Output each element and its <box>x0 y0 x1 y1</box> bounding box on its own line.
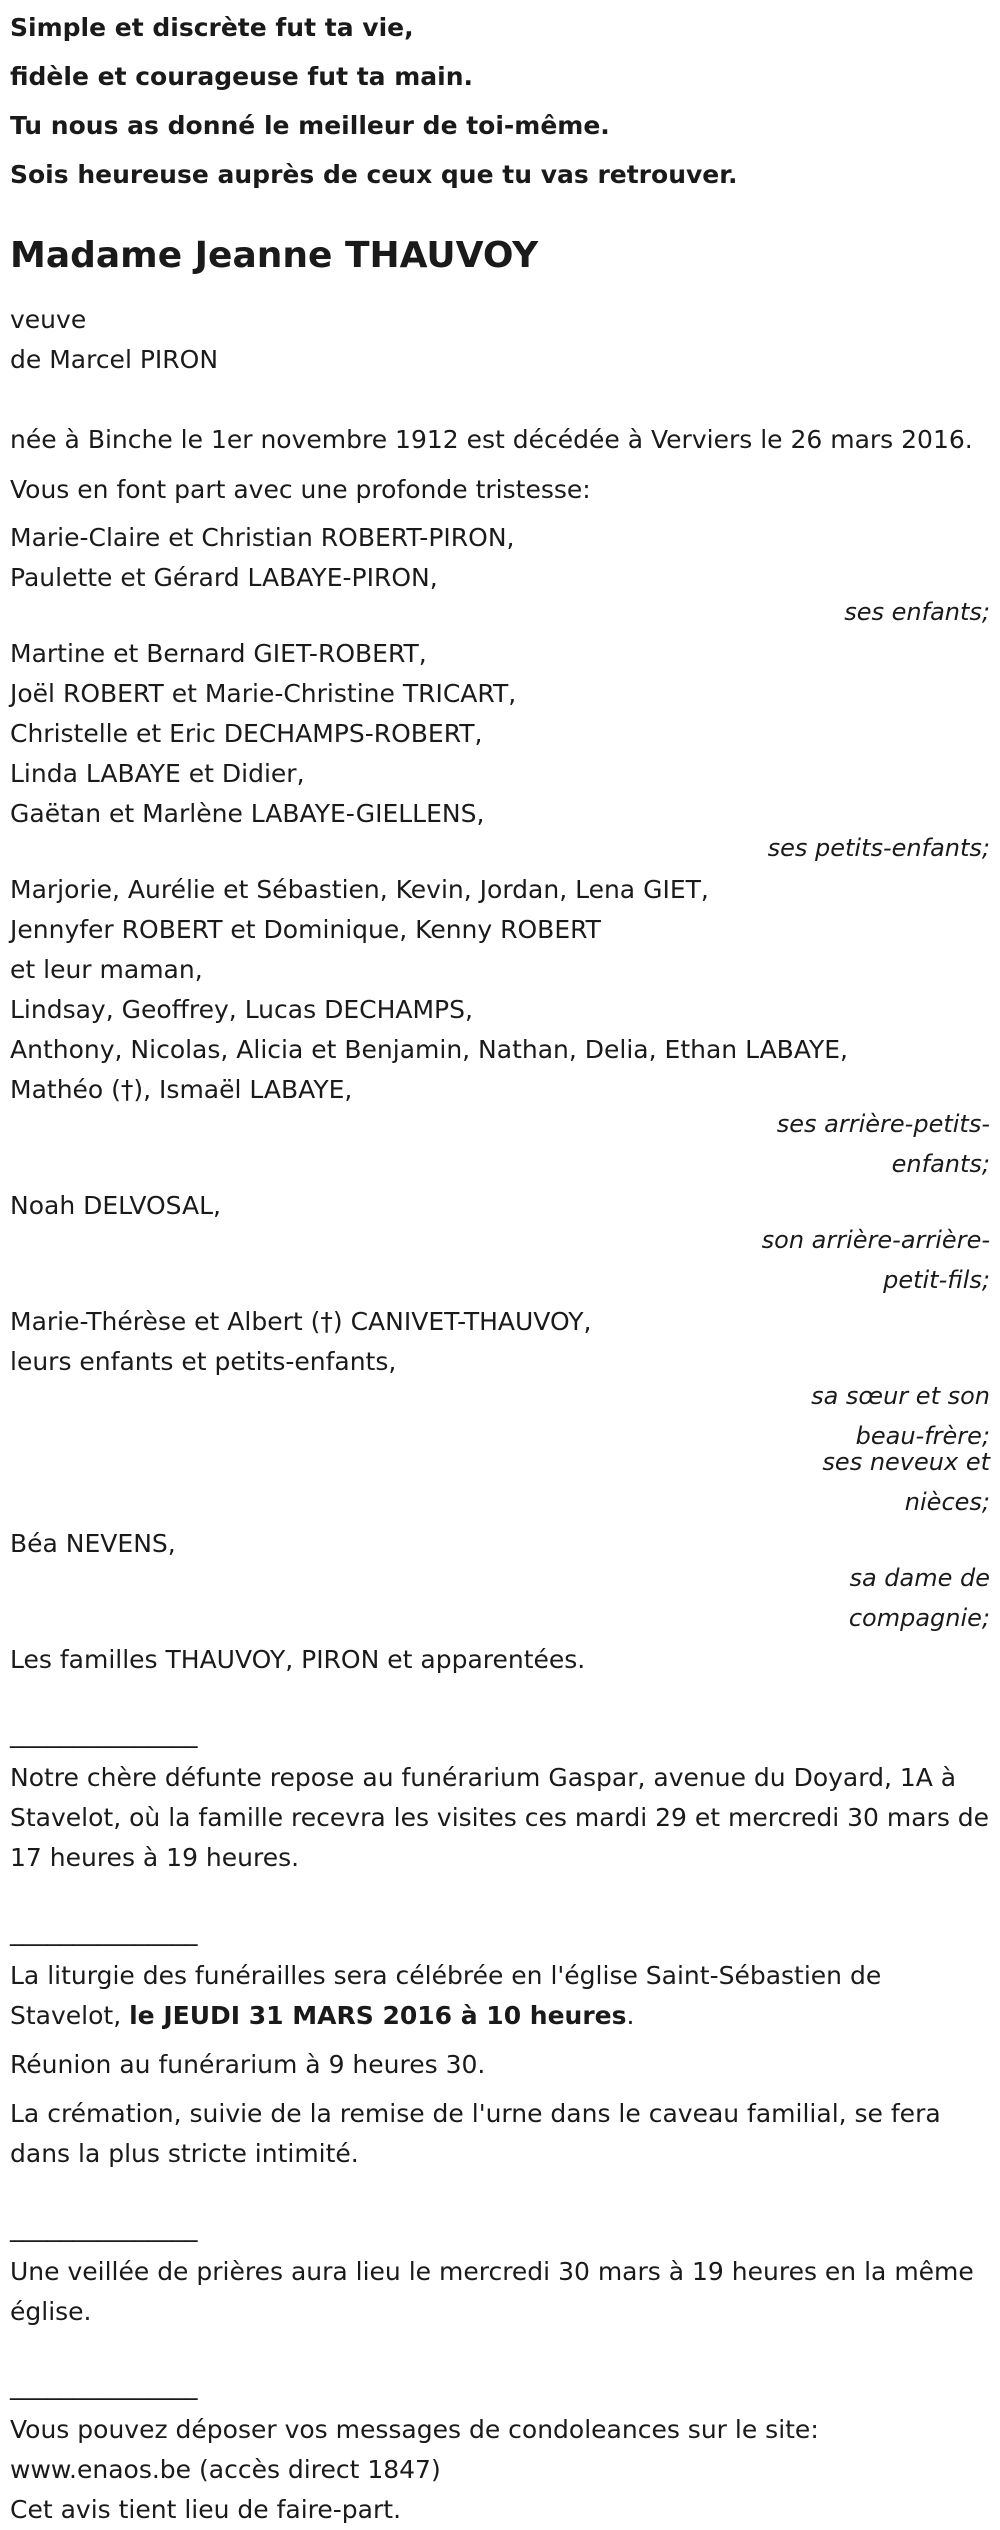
liturgy-info <box>10 1956 990 2036</box>
separator: _______________ <box>10 2213 198 2242</box>
viewing-info: Notre chère défunte repose au funérarium Gaspar, avenue du Doyard, 1A à Stavelot, où la famille recevra les visites ces mardi 29 et mercredi 30 mars de 17 heures à 19 heures. <box>10 1763 990 1872</box>
family-role: ses neveux et nièces; <box>822 1448 990 1516</box>
family-group-children <box>10 518 990 632</box>
cremation-info: La crémation, suivie de la remise de l'urne dans le caveau familial, se fera dans la plus stricte intimité. <box>10 2099 941 2168</box>
family-role: son arrière-arrière-petit-fils; <box>761 1226 990 1294</box>
condolences-line: Vous pouvez déposer vos messages de condoleances sur le site: <box>10 2415 819 2444</box>
family-role: ses enfants; <box>844 598 990 626</box>
family-line: Joël ROBERT et Marie-Christine TRICART, <box>10 679 517 708</box>
notice-body <box>10 286 990 2530</box>
family-role: sa sœur et son beau-frère; <box>811 1382 990 1450</box>
vigil-info: Une veillée de prières aura lieu le mercredi 30 mars à 19 heures en la même église. <box>10 2257 974 2326</box>
family-group-great-great-grandchild <box>10 1186 990 1300</box>
family-line: Gaëtan et Marlène LABAYE-GIELLENS, <box>10 799 485 828</box>
liturgy-text: La liturgie des funérailles sera célébrée en l'église Saint-Sébastien de Stavelot, <box>10 1961 882 2030</box>
family-line: Martine et Bernard GIET-ROBERT, <box>10 639 427 668</box>
widow-line: veuve <box>10 305 87 334</box>
family-line: Jennyfer ROBERT et Dominique, Kenny ROBERT <box>10 915 601 944</box>
intro-text: Vous en font part avec une profonde tristesse: <box>10 475 591 504</box>
poem <box>10 10 990 206</box>
poem-line: Simple et discrète fut ta vie, <box>10 13 414 42</box>
family-line: Marie-Claire et Christian ROBERT-PIRON, <box>10 523 515 552</box>
family-role: ses petits-enfants; <box>767 834 990 862</box>
separator: _______________ <box>10 2371 198 2400</box>
families-line: Les familles THAUVOY, PIRON et apparentées. <box>10 1645 586 1674</box>
family-line: Marjorie, Aurélie et Sébastien, Kevin, Jordan, Lena GIET, <box>10 875 709 904</box>
family-role: ses arrière-petits-enfants; <box>776 1110 990 1178</box>
poem-line: Tu nous as donné le meilleur de toi-même. <box>10 111 610 140</box>
condolences-site: www.enaos.be (accès direct 1847) <box>10 2455 441 2484</box>
family-line: Linda LABAYE et Didier, <box>10 759 305 788</box>
family-line: Mathéo (†), Ismaël LABAYE, <box>10 1075 353 1104</box>
poem-line: fidèle et courageuse fut ta main. <box>10 62 474 91</box>
separator: _______________ <box>10 1719 198 1748</box>
family-group-sister <box>10 1302 990 1522</box>
family-line: Noah DELVOSAL, <box>10 1191 221 1220</box>
widow-spouse: de Marcel PIRON <box>10 345 219 374</box>
family-role: sa dame de compagnie; <box>848 1564 990 1632</box>
liturgy-date: le JEUDI 31 MARS 2016 à 10 heures <box>129 2001 627 2030</box>
family-line: Paulette et Gérard LABAYE-PIRON, <box>10 563 438 592</box>
poem-line: Sois heureuse auprès de ceux que tu vas retrouver. <box>10 160 738 189</box>
family-line: Lindsay, Geoffrey, Lucas DECHAMPS, <box>10 995 473 1024</box>
separator: _______________ <box>10 1917 198 1946</box>
family-group-great-grandchildren <box>10 870 990 1184</box>
meeting-info: Réunion au funérarium à 9 heures 30. <box>10 2050 486 2079</box>
closing-line: Cet avis tient lieu de faire-part. <box>10 2495 402 2524</box>
family-line: et leur maman, <box>10 955 203 984</box>
family-line: Marie-Thérèse et Albert (†) CANIVET-THAUVOY, <box>10 1307 592 1336</box>
family-group-grandchildren <box>10 634 990 868</box>
deceased-name: Madame Jeanne THAUVOY <box>10 235 539 276</box>
birth-death: née à Binche le 1er novembre 1912 est décédée à Verviers le 26 mars 2016. <box>10 425 973 454</box>
liturgy-end: . <box>626 2001 635 2030</box>
family-group-companion <box>10 1524 990 1638</box>
family-line: Anthony, Nicolas, Alicia et Benjamin, Nathan, Delia, Ethan LABAYE, <box>10 1035 849 1064</box>
family-line: Christelle et Eric DECHAMPS-ROBERT, <box>10 719 483 748</box>
family-line: Béa NEVENS, <box>10 1529 176 1558</box>
family-line: leurs enfants et petits-enfants, <box>10 1347 397 1376</box>
obituary-notice <box>10 0 990 2530</box>
